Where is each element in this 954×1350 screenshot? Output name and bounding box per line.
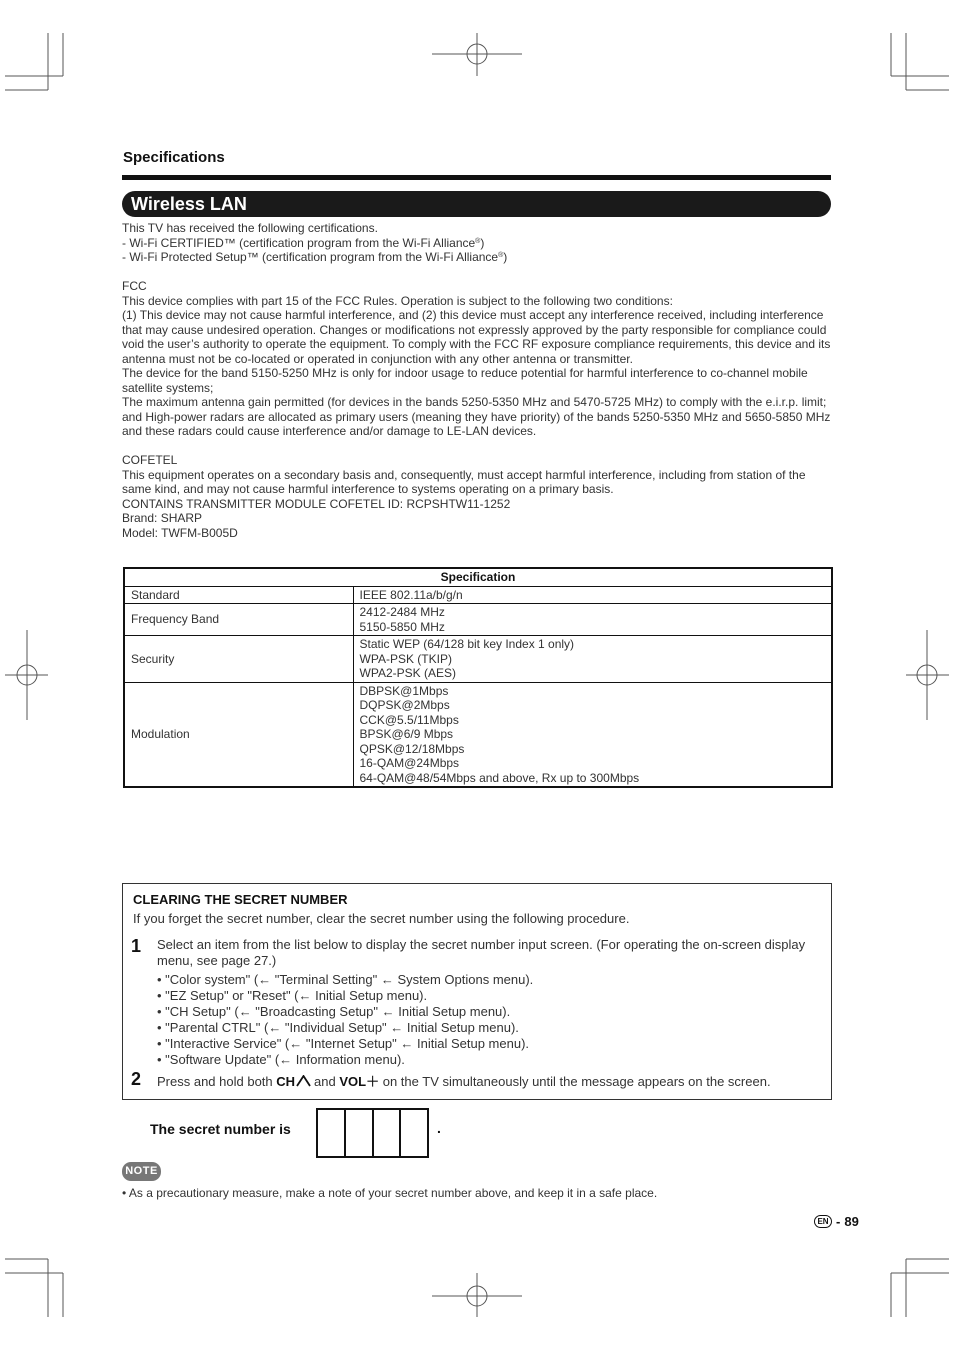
secret-digit-box bbox=[374, 1110, 402, 1156]
spec-label: Security bbox=[124, 636, 353, 683]
list-item: • "Interactive Service" (← "Internet Setup" ← Initial Setup menu). bbox=[157, 1036, 530, 1051]
spec-value: BPSK@6/9 Mbps bbox=[359, 727, 454, 741]
cert-item: - Wi-Fi Protected Setup™ (certification program from the Wi-Fi Alliance®) bbox=[122, 250, 508, 264]
list-item: • "Color system" (← "Terminal Setting" ← System Options menu). bbox=[157, 972, 534, 987]
note-text: • As a precautionary measure, make a note of your secret number above, and keep it in a safe place. bbox=[122, 1186, 658, 1200]
brand: Brand: SHARP bbox=[122, 511, 203, 525]
certifications-block bbox=[122, 221, 834, 265]
spec-values bbox=[353, 636, 832, 683]
spec-value: 2412-2484 MHz bbox=[359, 605, 445, 619]
spec-values bbox=[353, 682, 832, 787]
list-item: • "EZ Setup" or "Reset" (← Initial Setup menu). bbox=[157, 988, 428, 1003]
note-badge: NOTE bbox=[122, 1162, 161, 1181]
spec-value: IEEE 802.11a/b/g/n bbox=[359, 587, 463, 602]
ch-button-label: CH bbox=[276, 1074, 296, 1089]
fcc-paragraph: The maximum antenna gain permitted (for devices in the bands 5250-5350 MHz and 5470-5725 MHz) to comply with the e.i.r.p. limit; and High-power radars are allocated as primary users (meaning they have priority) of the bands 5250-5350 MHz and 5650-5850 MHz and these radars could cause interference and/or damage to LE-LAN devices. bbox=[122, 395, 831, 438]
fcc-paragraph: This device complies with part 15 of the FCC Rules. Operation is subject to the following two conditions: bbox=[122, 293, 673, 308]
caret-up-icon bbox=[296, 1075, 311, 1087]
spec-value: 64-QAM@48/54Mbps and above, Rx up to 300Mbps bbox=[359, 770, 640, 785]
secret-number-label: The secret number is bbox=[150, 1121, 291, 1137]
clearing-title: CLEARING THE SECRET NUMBER bbox=[133, 892, 348, 907]
table-row bbox=[124, 586, 832, 604]
spec-values bbox=[353, 604, 832, 636]
spec-value: DBPSK@1Mbps bbox=[359, 683, 449, 698]
step-number: 1 bbox=[131, 936, 142, 956]
spec-value: DQPSK@2Mbps bbox=[359, 698, 450, 712]
spec-label: Frequency Band bbox=[124, 604, 353, 636]
secret-period: . bbox=[437, 1120, 441, 1136]
vol-button-label: VOL＋ bbox=[339, 1074, 380, 1089]
spec-value: WPA-PSK (TKIP) bbox=[359, 651, 452, 666]
list-item: • "CH Setup" (← "Broadcasting Setup" ← Initial Setup menu). bbox=[157, 1004, 511, 1019]
language-badge: EN bbox=[814, 1215, 832, 1228]
menu-path-list bbox=[157, 972, 533, 1068]
list-item: • "Software Update" (← Information menu). bbox=[157, 1052, 405, 1067]
section-title: Wireless LAN bbox=[131, 194, 247, 214]
secret-number-boxes bbox=[316, 1108, 429, 1158]
page-number bbox=[814, 1214, 859, 1229]
step-number: 2 bbox=[131, 1069, 142, 1089]
cofetel-paragraph: This equipment operates on a secondary basis and, consequently, must accept harmful interference, including from station of the same kind, and may not cause harmful interference to systems operating on a primary basis. bbox=[122, 467, 806, 496]
secret-digit-box bbox=[346, 1110, 374, 1156]
section-heading: Specifications bbox=[123, 149, 225, 166]
fcc-title: FCC bbox=[122, 279, 147, 293]
spec-value: WPA2-PSK (AES) bbox=[359, 666, 456, 680]
secret-digit-box bbox=[318, 1110, 346, 1156]
step-text: Press and hold both CH and VOL＋ on the TV simultaneously until the message appears on the screen. bbox=[157, 1074, 771, 1089]
page-number-value: 89 bbox=[844, 1214, 859, 1229]
spec-value: 5150-5850 MHz bbox=[359, 619, 445, 634]
spec-value: CCK@5.5/11Mbps bbox=[359, 712, 459, 727]
secret-digit-box bbox=[401, 1110, 427, 1156]
spec-value: Static WEP (64/128 bit key Index 1 only) bbox=[359, 637, 575, 651]
fcc-paragraph: (1) This device may not cause harmful interference, and (2) this device must accept any interference received, including interference that may cause undesired operation. Changes or modifications not expressly approved by the party responsible for compliance could void the user’s authority to operate the equipment. To comply with the FCC RF exposure compliance requirements, this device and its antenna must not be co-located or operated in conjunction with any other antenna or transmitter. bbox=[122, 308, 831, 366]
spec-values bbox=[353, 586, 832, 604]
spec-value: QPSK@12/18Mbps bbox=[359, 741, 465, 756]
cofetel-module-id: CONTAINS TRANSMITTER MODULE COFETEL ID: RCPSHTW11-1252 bbox=[122, 496, 511, 511]
spec-value: 16-QAM@24Mbps bbox=[359, 756, 460, 770]
cofetel-title: COFETEL bbox=[122, 453, 178, 467]
table-header: Specification bbox=[124, 568, 832, 586]
specification-table bbox=[123, 567, 833, 788]
spec-label: Standard bbox=[124, 586, 353, 604]
step-text: Select an item from the list below to display the secret number input screen. (For operating the on-screen display menu, see page 27.) bbox=[157, 937, 806, 968]
fcc-paragraph: The device for the band 5150-5250 MHz is only for indoor usage to reduce potential for harmful interference to co-channel mobile satellite systems; bbox=[122, 366, 808, 395]
clearing-intro: If you forget the secret number, clear the secret number using the following procedure. bbox=[133, 911, 630, 926]
cert-item: - Wi-Fi CERTIFIED™ (certification program from the Wi-Fi Alliance®) bbox=[122, 235, 485, 250]
fcc-block bbox=[122, 279, 834, 540]
table-row bbox=[124, 636, 832, 683]
heading-rule bbox=[122, 175, 831, 180]
table-row bbox=[124, 604, 832, 636]
table-row bbox=[124, 682, 832, 787]
cert-intro: This TV has received the following certifications. bbox=[122, 221, 378, 235]
page-separator: - bbox=[836, 1214, 841, 1229]
model: Model: TWFM-B005D bbox=[122, 525, 238, 540]
list-item: • "Parental CTRL" (← "Individual Setup" ← Initial Setup menu). bbox=[157, 1020, 519, 1035]
spec-label: Modulation bbox=[124, 682, 353, 787]
